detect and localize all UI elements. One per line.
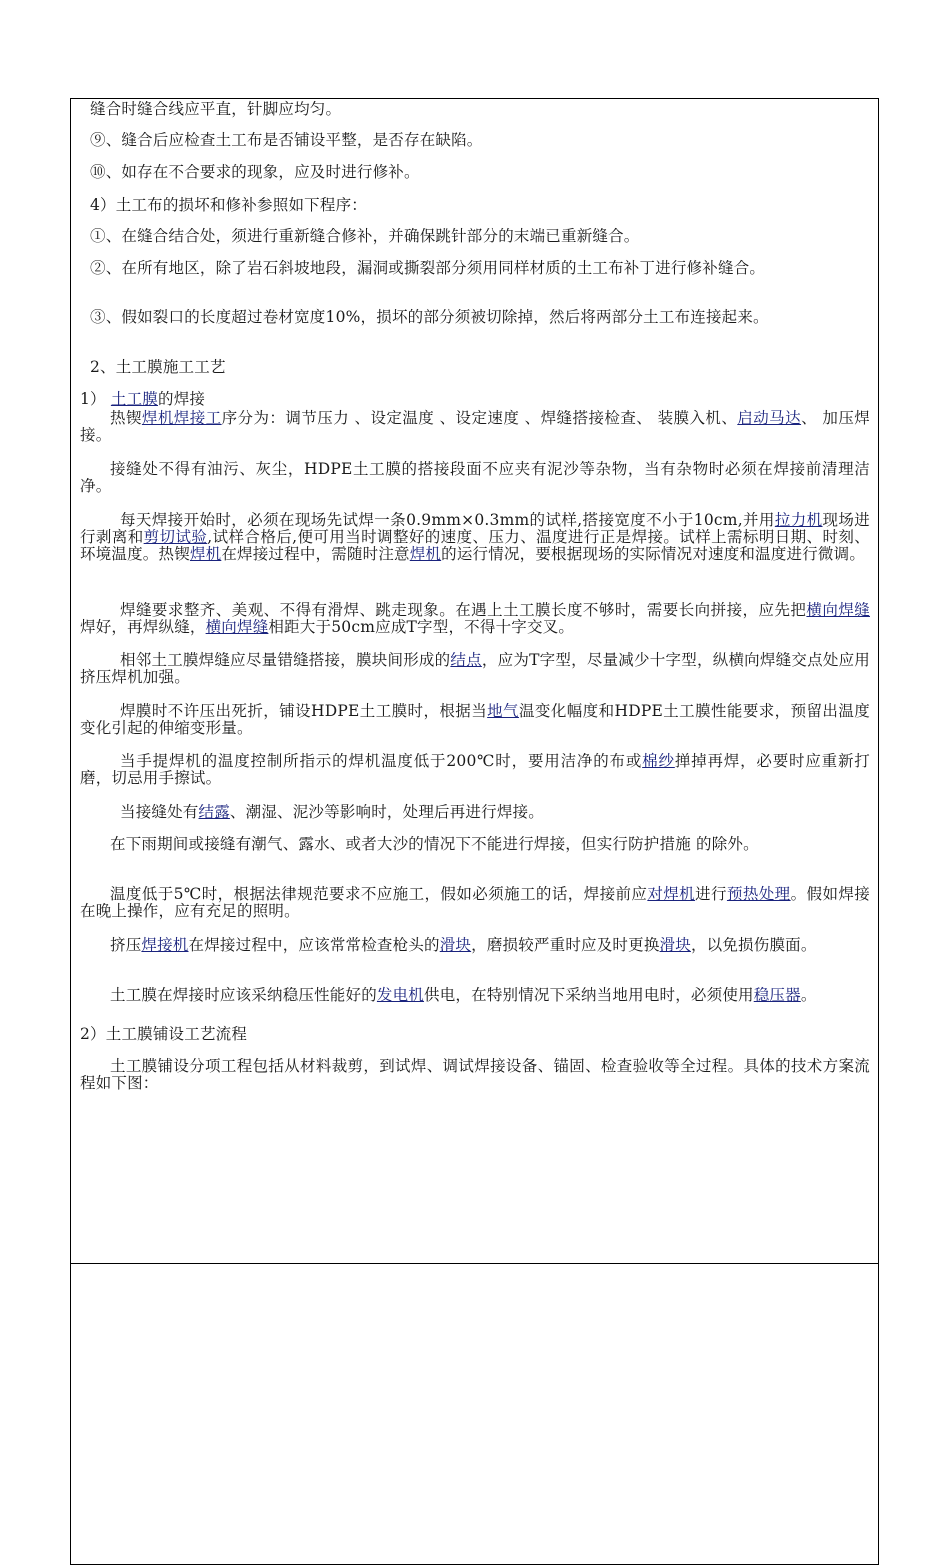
hyperlink[interactable]: 滑块 [659,936,691,954]
paragraph [80,410,870,444]
text-run: 、 加压焊接。 [80,409,870,444]
paragraph [80,132,870,149]
subsection-heading [80,391,870,408]
text-run: 、潮湿、泥沙等影响时，处理后再进行焊接。 [229,803,544,821]
hyperlink[interactable]: 土工膜 [110,390,158,408]
paragraph [80,602,870,636]
hyperlink[interactable]: 横向焊缝 [806,601,870,619]
hyperlink[interactable]: 横向焊缝 [205,618,269,636]
hyperlink[interactable]: 焊机 [189,545,222,563]
hyperlink[interactable]: 棉纱 [642,752,675,770]
hyperlink[interactable]: 剪切试验 [143,528,208,546]
text-run: 的运行情况，要根据现场的实际情况对速度和温度进行微调。 [441,545,866,563]
text-run: 热锲 [110,409,142,427]
table-bottom-border [70,1263,879,1264]
paragraph [80,886,870,920]
text-run: 现场进行剥离和 [80,511,871,546]
paragraph [80,309,870,326]
text-run: 当接缝处有 [120,803,199,821]
text-run: 的焊接 [158,390,206,408]
paragraph [80,987,870,1004]
paragraph [80,228,870,245]
text-run: ⑨、缝合后应检查土工布是否铺设平整，是否存在缺陷。 [90,131,483,149]
text-run: 土工膜铺设分项工程包括从材料裁剪，到试焊、调试焊接设备、锚固、检查验收等全过程。具体的技术方案流程如下图： [80,1057,870,1092]
text-run: 挤压 [110,936,142,954]
paragraph [80,164,870,181]
hyperlink[interactable]: 启动马达 [737,409,802,427]
hyperlink[interactable]: 焊接机 [141,936,189,954]
hyperlink[interactable]: 拉力机 [774,511,823,529]
text-run: ③、假如裂口的长度超过卷材宽度10%，损坏的部分须被切除掉，然后将两部分土工布连接起来。 [90,308,769,326]
hyperlink[interactable]: 预热处理 [726,885,791,903]
text-run: ,试样合格后,便可用当时调整好的速度、压力、温度进行正是焊接。试样上需标明日期、时刻、环境温度。热锲 [80,528,870,563]
text-run: 当手提焊机的温度控制所指示的焊机温度低于200℃时，要用洁净的布或 [120,752,643,770]
text-run: 焊缝要求整齐、美观、不得有滑焊、跳走现象。在遇上土工膜长度不够时，需要长向拼接，应先把 [120,601,807,619]
text-run: ⑩、如存在不合要求的现象，应及时进行修补。 [90,163,420,181]
text-run: 缝合时缝合线应平直，针脚应均匀。 [90,100,342,118]
paragraph [80,461,870,495]
text-run: 在焊接过程中，需随时注意 [221,545,410,563]
text-run: 土工膜在焊接时应该采纳稳压性能好的 [110,986,377,1004]
text-run: 接缝处不得有油污、灰尘，HDPE土工膜的搭接段面不应夹有泥沙等杂物，当有杂物时必须在焊接前清理洁净。 [80,460,870,495]
text-run: 供电，在特别情况下采纳当地用电时，必须使用 [424,986,754,1004]
paragraph [80,197,870,214]
hyperlink[interactable]: 发电机 [376,986,425,1004]
hyperlink[interactable]: 滑块 [439,936,472,954]
hyperlink[interactable]: 焊机焊接工 [141,409,222,427]
hyperlink[interactable]: 对焊机 [647,885,696,903]
paragraph [80,804,870,821]
text-run: ，以免损伤膜面。 [690,936,817,954]
text-run: 掸掉再焊，必要时应重新打磨，切忌用手擦试。 [80,752,871,787]
paragraph [80,652,870,686]
text-run: ①、在缝合结合处，须进行重新缝合修补，并确保跳针部分的末端已重新缝合。 [90,227,640,245]
paragraph [80,1058,870,1092]
text-run: 相邻土工膜焊缝应尽量错缝搭接，膜块间形成的 [120,651,451,669]
section-heading [80,359,870,376]
text-run: 序分为：调节压力 、设定温度 、设定速度 、焊缝搭接检查、 装膜入机、 [221,409,738,427]
paragraph [80,753,870,787]
text-run: ，磨损较严重时应及时更换 [471,936,660,954]
text-run: 每天焊接开始时，必须在现场先试焊一条0.9mm×0.3mm的试样,搭接宽度不小于10cm,并用 [120,511,775,529]
text-run: 4）土工布的损坏和修补参照如下程序： [90,196,367,214]
text-run: ②、在所有地区，除了岩石斜坡地段，漏洞或撕裂部分须用同样材质的土工布补丁进行修补缝合。 [90,259,766,277]
subsection-heading [80,1026,870,1043]
hyperlink[interactable]: 焊机 [409,545,442,563]
text-run: 在下雨期间或接缝有潮气、露水、或者大沙的情况下不能进行焊接，但实行防护措施 的除外。 [110,835,759,853]
text-run: 进行 [695,885,727,903]
text-run: 温度低于5℃时，根据法律规范要求不应施工，假如必须施工的话，焊接前应 [110,885,648,903]
text-run: 。 [800,986,817,1004]
hyperlink[interactable]: 结露 [198,803,230,821]
paragraph [80,260,870,277]
paragraph [80,512,870,563]
paragraph [80,836,870,853]
text-run: 2、土工膜施工工艺 [90,358,226,376]
text-run: 在焊接过程中，应该常常检查枪头的 [188,936,440,954]
text-run: 温变化幅度和HDPE土工膜性能要求，预留出温度变化引起的伸缩变形量。 [80,702,870,737]
text-run: 。假如焊接在晚上操作，应有充足的照明。 [80,885,870,920]
text-run: ，应为T字型，尽量减少十字型，纵横向焊缝交点处应用挤压焊机加强。 [80,651,871,686]
hyperlink[interactable]: 稳压器 [753,986,801,1004]
text-run: 焊好，再焊纵缝， [80,618,206,636]
text-run: 2）土工膜铺设工艺流程 [80,1025,248,1043]
paragraph [80,703,870,737]
paragraph [80,101,870,118]
hyperlink[interactable]: 地气 [487,702,519,720]
text-run: 焊膜时不许压出死折，铺设HDPE土工膜时，根据当 [120,702,488,720]
text-run: 1） [80,390,111,408]
hyperlink[interactable]: 结点 [450,651,482,669]
text-run: 相距大于50cm应成T字型，不得十字交叉。 [268,618,575,636]
paragraph [80,937,870,954]
